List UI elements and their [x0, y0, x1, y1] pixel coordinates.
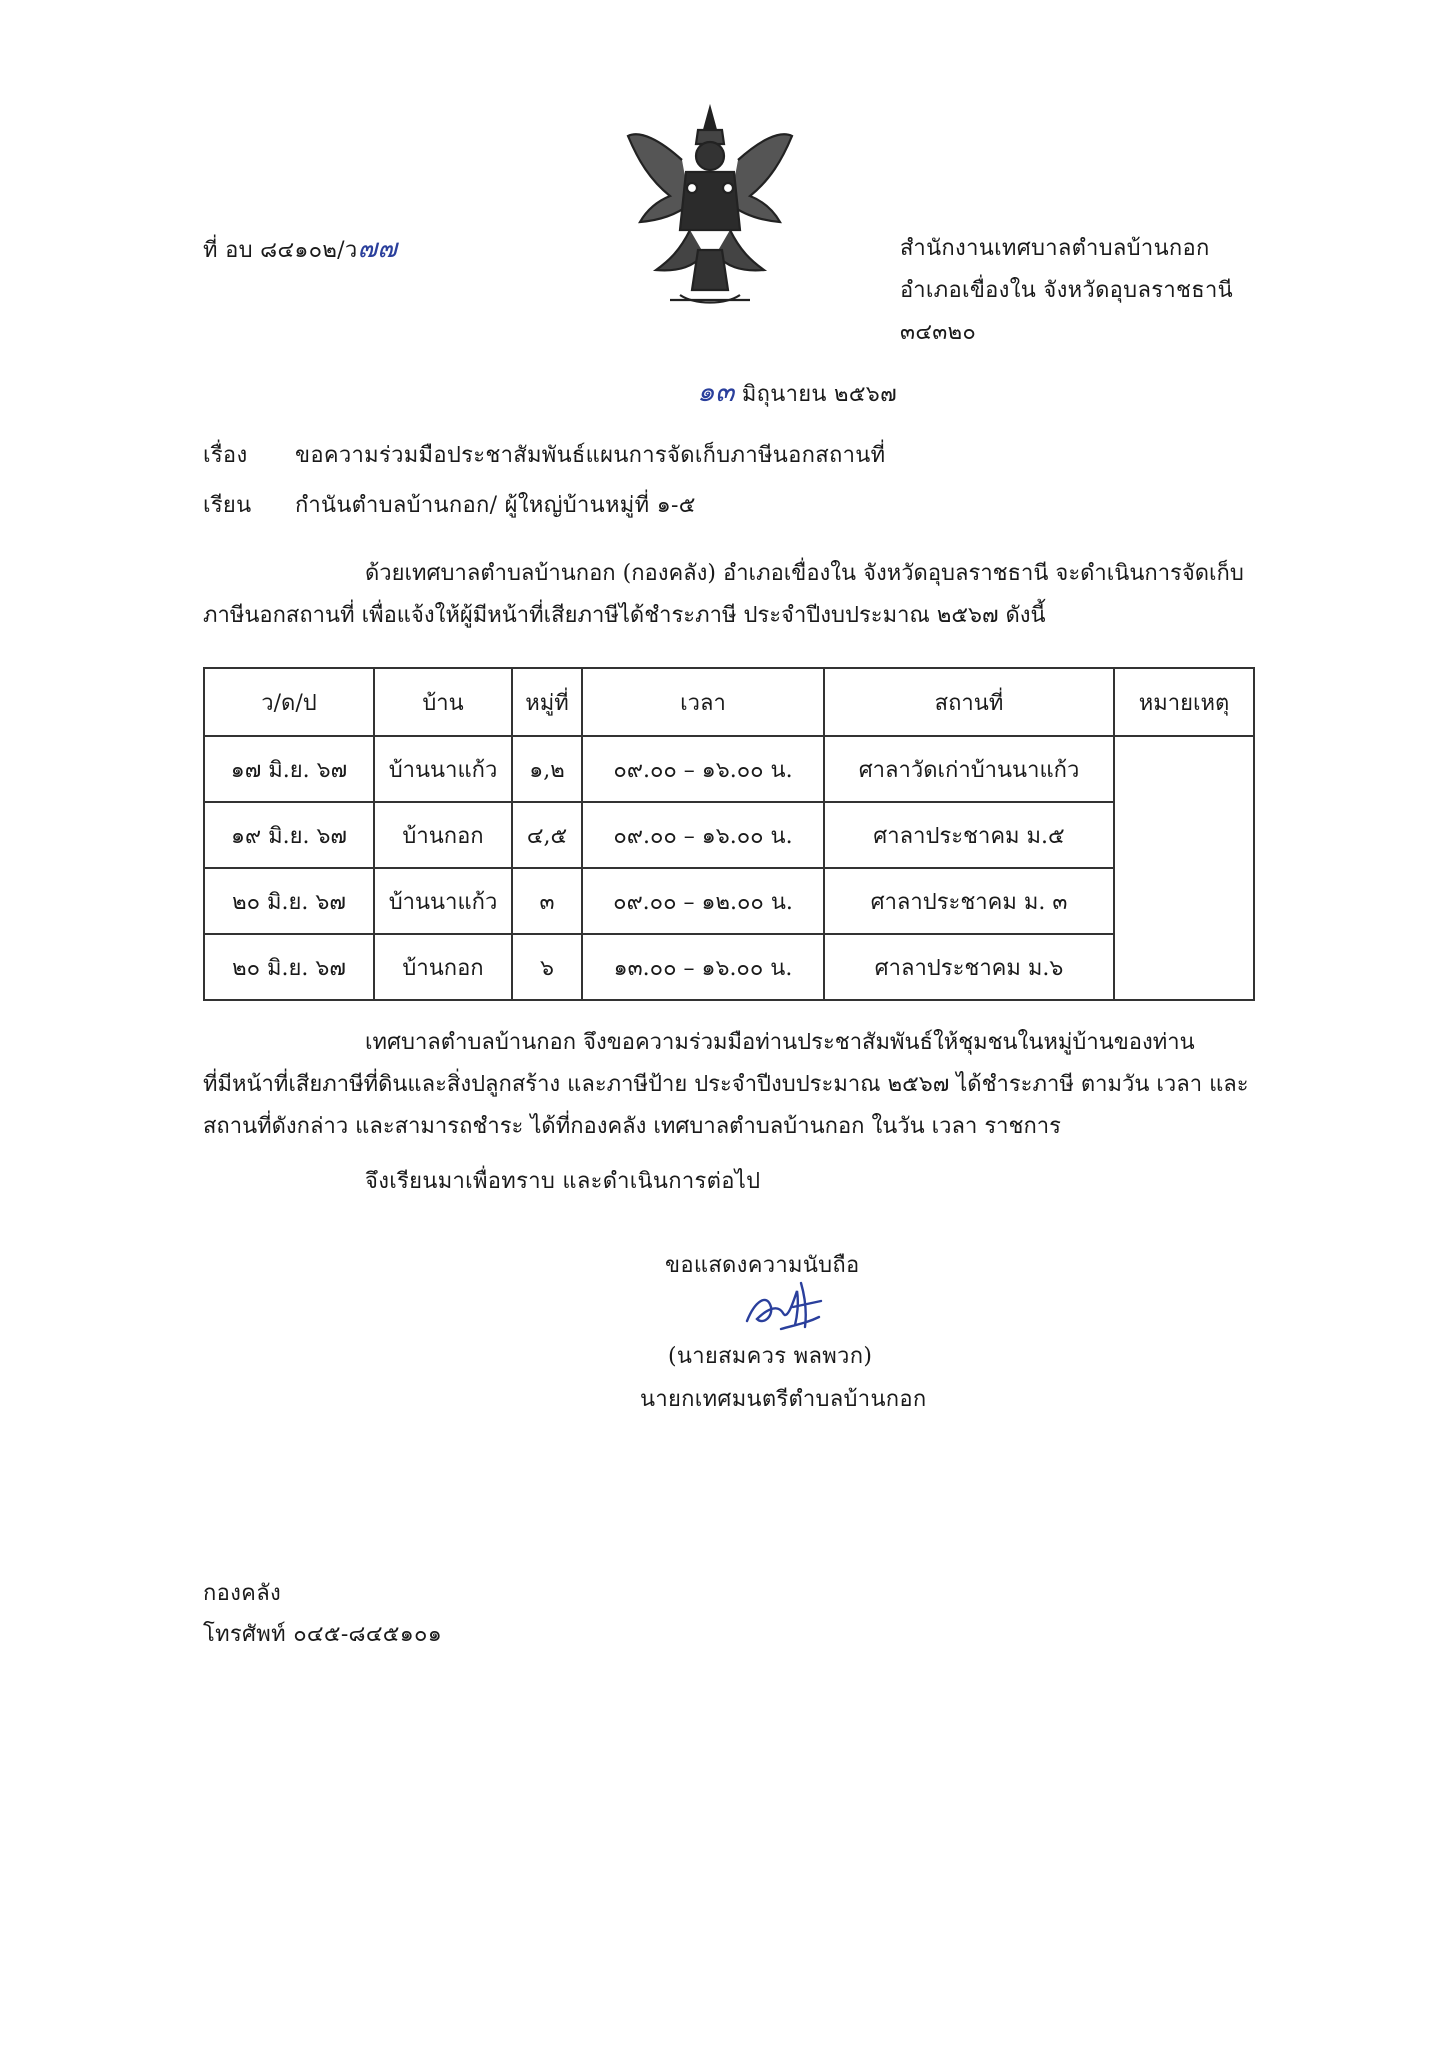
garuda-emblem-icon [620, 100, 800, 315]
col-header-date: ว/ด/ป [204, 668, 374, 736]
date-day-handwritten: ๑๓ [697, 375, 735, 408]
cell-time: ๐๙.๐๐ – ๑๖.๐๐ น. [582, 736, 824, 802]
cell-place: ศาลาประชาคม ม.๕ [824, 802, 1114, 868]
cell-moo: ๖ [512, 934, 582, 1000]
intro-paragraph [203, 553, 1244, 637]
recipient-line [203, 487, 696, 522]
cell-time: ๑๓.๐๐ – ๑๖.๐๐ น. [582, 934, 824, 1000]
cell-moo: ๑,๒ [512, 736, 582, 802]
table-header-row [204, 668, 1254, 736]
cell-place: ศาลาวัดเก่าบ้านนาแก้ว [824, 736, 1114, 802]
intro-line-2: ภาษีนอกสถานที่ เพื่อแจ้งให้ผู้มีหน้าที่เสียภาษีได้ชำระภาษี ประจำปีงบประมาณ ๒๕๖๗ ดังนี้ [203, 603, 1046, 628]
col-header-moo: หมู่ที่ [512, 668, 582, 736]
table-row [204, 934, 1254, 1000]
footer-department: กองคลัง [203, 1581, 282, 1606]
cell-moo: ๓ [512, 868, 582, 934]
signatory-position: นายกเทศมนตรีตำบลบ้านกอก [640, 1387, 927, 1412]
date-month-year: มิถุนายน ๒๕๖๗ [741, 382, 897, 407]
cell-date: ๒๐ มิ.ย. ๖๗ [204, 868, 374, 934]
signatory-name: (นายสมควร พลพวก) [668, 1344, 873, 1369]
cell-moo: ๔,๕ [512, 802, 582, 868]
closing-line-1: เทศบาลตำบลบ้านกอก จึงขอความร่วมมือท่านประชาสัมพันธ์ให้ชุมชนในหมู่บ้านของท่าน [365, 1030, 1195, 1055]
intro-line-1: ด้วยเทศบาลตำบลบ้านกอก (กองคลัง) อำเภอเขื่องใน จังหวัดอุบลราชธานี จะดำเนินการจัดเก็บ [365, 561, 1244, 586]
cell-date: ๑๗ มิ.ย. ๖๗ [204, 736, 374, 802]
recipient-text: กำนันตำบลบ้านกอก/ ผู้ใหญ่บ้านหมู่ที่ ๑-๕ [295, 493, 696, 518]
closing-request: จึงเรียนมาเพื่อทราบ และดำเนินการต่อไป [365, 1169, 761, 1194]
reference-handwritten-number: ๗๗ [357, 234, 398, 264]
cell-date: ๑๙ มิ.ย. ๖๗ [204, 802, 374, 868]
closing-line-3: สถานที่ดังกล่าว และสามารถชำระ ได้ที่กองคลัง เทศบาลตำบลบ้านกอก ในวัน เวลา ราชการ [203, 1114, 1061, 1139]
table-row [204, 868, 1254, 934]
handwritten-signature-icon [735, 1273, 845, 1335]
table-row [204, 802, 1254, 868]
office-district: อำเภอเขื่องใน จังหวัดอุบลราชธานี [900, 278, 1233, 303]
subject-line [203, 437, 885, 472]
office-address [900, 228, 1233, 354]
col-header-time: เวลา [582, 668, 824, 736]
cell-village: บ้านกอก [374, 802, 512, 868]
letter-date [697, 370, 897, 414]
tax-collection-schedule-table [203, 667, 1255, 1001]
subject-label: เรื่อง [203, 443, 248, 468]
table-row [204, 736, 1254, 802]
col-header-remark: หมายเหตุ [1114, 668, 1254, 736]
col-header-village: บ้าน [374, 668, 512, 736]
cell-village: บ้านนาแก้ว [374, 868, 512, 934]
cell-village: บ้านกอก [374, 934, 512, 1000]
reference-number [203, 228, 397, 269]
cell-time: ๐๙.๐๐ – ๑๖.๐๐ น. [582, 802, 824, 868]
cell-date: ๒๐ มิ.ย. ๖๗ [204, 934, 374, 1000]
signature-regards: ขอแสดงความนับถือ [665, 1253, 860, 1278]
subject-text: ขอความร่วมมือประชาสัมพันธ์แผนการจัดเก็บภาษีนอกสถานที่ [295, 443, 886, 468]
office-postcode: ๓๔๓๒๐ [900, 320, 977, 345]
closing-line-2: ที่มีหน้าที่เสียภาษีที่ดินและสิ่งปลูกสร้าง และภาษีป้าย ประจำปีงบประมาณ ๒๕๖๗ ได้ชำระภาษี ตามวัน เวลา และ [203, 1072, 1249, 1097]
cell-place: ศาลาประชาคม ม. ๓ [824, 868, 1114, 934]
recipient-label: เรียน [203, 493, 252, 518]
cell-village: บ้านนาแก้ว [374, 736, 512, 802]
closing-paragraph [203, 1022, 1249, 1148]
reference-prefix: ที่ อบ ๘๔๑๐๒/ว [203, 238, 358, 263]
cell-place: ศาลาประชาคม ม.๖ [824, 934, 1114, 1000]
footer-phone: โทรศัพท์ ๐๔๕-๘๔๕๑๐๑ [203, 1622, 442, 1647]
cell-remark [1114, 736, 1254, 1000]
cell-time: ๐๙.๐๐ – ๑๒.๐๐ น. [582, 868, 824, 934]
office-name: สำนักงานเทศบาลตำบลบ้านกอก [900, 236, 1210, 261]
col-header-place: สถานที่ [824, 668, 1114, 736]
